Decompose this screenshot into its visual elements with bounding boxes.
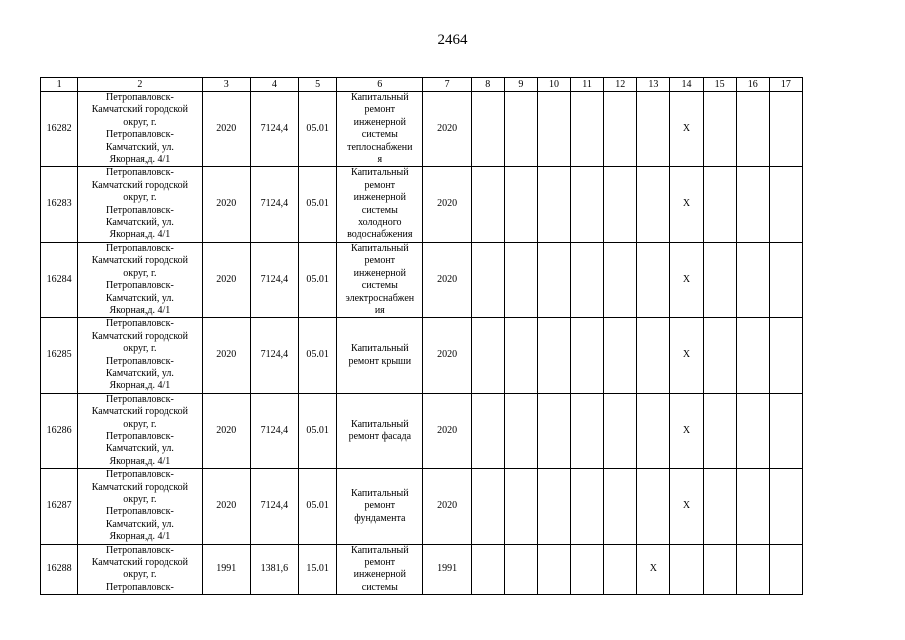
column-header: 4 — [250, 78, 298, 92]
column-header: 6 — [337, 78, 423, 92]
mark-cell — [736, 92, 769, 167]
mark-cell: X — [670, 92, 703, 167]
work-type-cell: Капитальный ремонт инженерной системы — [337, 544, 423, 595]
plan-year-cell: 2020 — [423, 318, 471, 393]
mark-cell — [703, 242, 736, 317]
mark-cell — [769, 469, 802, 544]
mark-cell — [471, 393, 504, 468]
mark-cell — [637, 318, 670, 393]
mark-cell — [637, 242, 670, 317]
table-body — [41, 92, 803, 595]
mark-cell — [604, 393, 637, 468]
mark-cell — [604, 167, 637, 242]
address-cell: Петропавловск- Камчатский городской округ, г. Петропавловск- Камчатский, ул. Якорная,д. 4/1 — [78, 167, 202, 242]
column-header: 10 — [537, 78, 570, 92]
mark-cell — [637, 393, 670, 468]
work-type-cell: Капитальный ремонт крыши — [337, 318, 423, 393]
plan-year-cell: 2020 — [423, 92, 471, 167]
mark-cell — [769, 167, 802, 242]
code-cell: 15.01 — [299, 544, 337, 595]
address-cell: Петропавловск- Камчатский городской округ, г. Петропавловск- Камчатский, ул. Якорная,д. 4/1 — [78, 393, 202, 468]
column-header: 16 — [736, 78, 769, 92]
register-table — [40, 77, 803, 595]
plan-year-cell: 2020 — [423, 242, 471, 317]
mark-cell — [571, 167, 604, 242]
work-type-cell: Капитальный ремонт инженерной системы теплоснабжени я — [337, 92, 423, 167]
row-id-cell: 16288 — [41, 544, 78, 595]
mark-cell — [604, 242, 637, 317]
column-header: 13 — [637, 78, 670, 92]
address-cell: Петропавловск- Камчатский городской округ, г. Петропавловск- Камчатский, ул. Якорная,д. 4/1 — [78, 92, 202, 167]
mark-cell — [703, 393, 736, 468]
area-cell: 7124,4 — [250, 469, 298, 544]
work-type-cell: Капитальный ремонт инженерной системы холодного водоснабжения — [337, 167, 423, 242]
page-number: 2464 — [437, 32, 468, 48]
row-id-cell: 16282 — [41, 92, 78, 167]
area-cell: 7124,4 — [250, 318, 298, 393]
area-cell: 7124,4 — [250, 393, 298, 468]
mark-cell: X — [670, 393, 703, 468]
mark-cell: X — [670, 469, 703, 544]
row-id-cell: 16286 — [41, 393, 78, 468]
area-cell: 7124,4 — [250, 92, 298, 167]
mark-cell — [604, 544, 637, 595]
year-built-cell: 2020 — [202, 92, 250, 167]
column-header: 9 — [504, 78, 537, 92]
mark-cell — [471, 242, 504, 317]
mark-cell: X — [670, 167, 703, 242]
mark-cell — [769, 318, 802, 393]
mark-cell — [504, 242, 537, 317]
mark-cell — [637, 167, 670, 242]
mark-cell — [571, 242, 604, 317]
column-header: 8 — [471, 78, 504, 92]
column-header: 15 — [703, 78, 736, 92]
mark-cell — [504, 469, 537, 544]
mark-cell — [504, 318, 537, 393]
mark-cell — [537, 318, 570, 393]
mark-cell — [769, 242, 802, 317]
plan-year-cell: 2020 — [423, 469, 471, 544]
mark-cell — [571, 544, 604, 595]
mark-cell — [703, 318, 736, 393]
table-row — [41, 469, 803, 544]
year-built-cell: 2020 — [202, 318, 250, 393]
mark-cell — [471, 167, 504, 242]
code-cell: 05.01 — [299, 469, 337, 544]
code-cell: 05.01 — [299, 393, 337, 468]
mark-cell — [604, 469, 637, 544]
mark-cell — [769, 92, 802, 167]
address-cell: Петропавловск- Камчатский городской округ, г. Петропавловск- Камчатский, ул. Якорная,д. 4/1 — [78, 469, 202, 544]
mark-cell — [537, 92, 570, 167]
mark-cell — [504, 544, 537, 595]
area-cell: 7124,4 — [250, 242, 298, 317]
mark-cell — [571, 393, 604, 468]
row-id-cell: 16287 — [41, 469, 78, 544]
mark-cell — [604, 92, 637, 167]
mark-cell — [471, 469, 504, 544]
mark-cell: X — [670, 318, 703, 393]
year-built-cell: 2020 — [202, 469, 250, 544]
table-row — [41, 544, 803, 595]
mark-cell — [537, 469, 570, 544]
column-header: 3 — [202, 78, 250, 92]
area-cell: 1381,6 — [250, 544, 298, 595]
mark-cell — [769, 393, 802, 468]
table-row — [41, 393, 803, 468]
mark-cell — [769, 544, 802, 595]
column-header: 12 — [604, 78, 637, 92]
code-cell: 05.01 — [299, 167, 337, 242]
column-header: 5 — [299, 78, 337, 92]
mark-cell — [637, 92, 670, 167]
plan-year-cell: 2020 — [423, 167, 471, 242]
column-header: 7 — [423, 78, 471, 92]
plan-year-cell: 1991 — [423, 544, 471, 595]
mark-cell — [537, 242, 570, 317]
mark-cell — [504, 393, 537, 468]
address-cell: Петропавловск- Камчатский городской округ, г. Петропавловск- Камчатский, ул. Якорная,д. 4/1 — [78, 242, 202, 317]
mark-cell — [736, 167, 769, 242]
mark-cell — [736, 544, 769, 595]
mark-cell — [736, 318, 769, 393]
table-row — [41, 92, 803, 167]
mark-cell — [703, 544, 736, 595]
mark-cell — [703, 167, 736, 242]
mark-cell — [504, 167, 537, 242]
column-header: 1 — [41, 78, 78, 92]
column-header: 11 — [571, 78, 604, 92]
mark-cell — [571, 318, 604, 393]
mark-cell — [703, 469, 736, 544]
mark-cell — [471, 92, 504, 167]
table-row — [41, 167, 803, 242]
column-header: 17 — [769, 78, 802, 92]
mark-cell — [504, 92, 537, 167]
year-built-cell: 2020 — [202, 393, 250, 468]
mark-cell — [471, 318, 504, 393]
header-row — [41, 78, 803, 92]
code-cell: 05.01 — [299, 318, 337, 393]
mark-cell — [537, 393, 570, 468]
year-built-cell: 2020 — [202, 167, 250, 242]
code-cell: 05.01 — [299, 92, 337, 167]
table-row — [41, 242, 803, 317]
mark-cell — [670, 544, 703, 595]
table-row — [41, 318, 803, 393]
mark-cell — [471, 544, 504, 595]
year-built-cell: 1991 — [202, 544, 250, 595]
mark-cell — [571, 92, 604, 167]
work-type-cell: Капитальный ремонт инженерной системы электроснабжен ия — [337, 242, 423, 317]
address-cell: Петропавловск- Камчатский городской округ, г. Петропавловск- Камчатский, ул. Якорная,д. 4/1 — [78, 318, 202, 393]
column-header: 14 — [670, 78, 703, 92]
mark-cell — [537, 544, 570, 595]
mark-cell — [537, 167, 570, 242]
mark-cell — [637, 469, 670, 544]
mark-cell — [736, 393, 769, 468]
mark-cell — [736, 242, 769, 317]
mark-cell: X — [637, 544, 670, 595]
year-built-cell: 2020 — [202, 242, 250, 317]
mark-cell — [703, 92, 736, 167]
mark-cell: X — [670, 242, 703, 317]
work-type-cell: Капитальный ремонт фасада — [337, 393, 423, 468]
plan-year-cell: 2020 — [423, 393, 471, 468]
mark-cell — [736, 469, 769, 544]
column-header: 2 — [78, 78, 202, 92]
area-cell: 7124,4 — [250, 167, 298, 242]
mark-cell — [571, 469, 604, 544]
mark-cell — [604, 318, 637, 393]
address-cell: Петропавловск- Камчатский городской округ, г. Петропавловск- — [78, 544, 202, 595]
code-cell: 05.01 — [299, 242, 337, 317]
row-id-cell: 16285 — [41, 318, 78, 393]
work-type-cell: Капитальный ремонт фундамента — [337, 469, 423, 544]
row-id-cell: 16283 — [41, 167, 78, 242]
row-id-cell: 16284 — [41, 242, 78, 317]
